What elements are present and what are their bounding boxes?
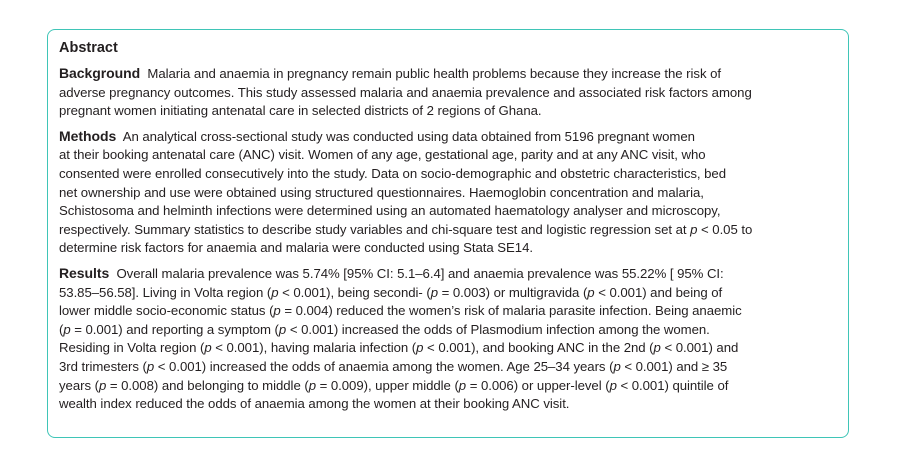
results-line-2a: 53.85–56.58]. Living in Volta region ( [59, 284, 272, 300]
results-line-2b: < 0.001), being secondi- ( [278, 284, 431, 300]
results-paragraph [59, 264, 837, 414]
methods-section [59, 127, 837, 258]
results-line-7a: years ( [59, 377, 99, 393]
methods-line-1: An analytical cross-sectional study was conducted using data obtained from 5196 pregnant women [122, 128, 695, 144]
results-line-4a: ( [59, 321, 64, 337]
results-line-6b: < 0.001) increased the odds of anaemia among the women. Age 25–34 years ( [154, 358, 614, 374]
results-line-2d: < 0.001) and being of [594, 284, 723, 300]
results-line-5b: < 0.001), having malaria infection ( [211, 340, 417, 356]
background-section [59, 64, 837, 121]
results-line-1: Overall malaria prevalence was 5.74% [95% CI: 5.1–6.4] and anaemia prevalence was 55.22% [ 95% CI: [116, 265, 724, 281]
p-symbol: p [278, 321, 287, 337]
methods-line-5: Schistosoma and helminth infections were determined using an automated haematology analyser and microscopy, [59, 203, 721, 219]
background-paragraph [59, 64, 837, 121]
p-symbol: p [146, 358, 155, 374]
abstract-box [47, 29, 849, 438]
results-line-5d: < 0.001) and [660, 340, 739, 356]
background-line-2: adverse pregnancy outcomes. This study assessed malaria and anaemia prevalence and associated risk factors among [59, 84, 752, 100]
p-symbol: p [690, 221, 698, 237]
results-line-7c: = 0.009), upper middle ( [315, 377, 459, 393]
abstract-heading: Abstract [59, 40, 118, 56]
p-symbol: p [613, 358, 621, 374]
methods-paragraph [59, 127, 837, 258]
results-line-7b: = 0.008) and belonging to middle ( [106, 377, 309, 393]
p-symbol: p [416, 340, 424, 356]
p-symbol: p [430, 284, 439, 300]
methods-line-6b: < 0.05 to [697, 221, 753, 237]
p-symbol: p [308, 377, 316, 393]
methods-label: Methods [59, 127, 117, 144]
results-line-4c: < 0.001) increased the odds of Plasmodium infection among the women. [286, 321, 710, 337]
results-line-2c: = 0.003) or multigravida ( [438, 284, 588, 300]
results-line-3b: = 0.004) reduced the women’s risk of malaria parasite infection. Being anaemic [280, 303, 742, 319]
p-symbol: p [98, 377, 107, 393]
methods-line-4: net ownership and use were obtained using structured questionnaires. Haemoglobin concentration and malaria, [59, 184, 704, 200]
p-symbol: p [204, 340, 212, 356]
results-line-4b: = 0.001) and reporting a symptom ( [70, 321, 279, 337]
methods-line-6a: respectively. Summary statistics to describe study variables and chi-square test and logistic regression set at [59, 221, 691, 237]
p-symbol: p [273, 303, 281, 319]
results-line-5c: < 0.001), and booking ANC in the 2nd ( [423, 340, 654, 356]
p-symbol: p [587, 284, 595, 300]
results-line-8: wealth index reduced the odds of anaemia among the women at their booking ANC visit. [59, 396, 570, 412]
background-label: Background [59, 65, 141, 81]
p-symbol: p [63, 321, 71, 337]
p-symbol: p [653, 340, 661, 356]
background-line-3: pregnant women initiating antenatal care in selected districts of 2 regions of Ghana. [59, 103, 542, 119]
p-symbol: p [271, 284, 279, 300]
results-section [59, 264, 837, 414]
results-line-6a: 3rd trimesters ( [59, 358, 147, 374]
methods-line-2: at their booking antenatal care (ANC) visit. Women of any age, gestational age, parity and at any ANC visit, who [59, 147, 706, 163]
background-line-1: Malaria and anaemia in pregnancy remain public health problems because they increase the risk of [147, 66, 721, 81]
results-line-5a: Residing in Volta region ( [59, 340, 205, 356]
p-symbol: p [609, 377, 617, 393]
methods-line-7: determine risk factors for anaemia and malaria were conducted using Stata SE14. [59, 240, 533, 256]
methods-line-3: consented were enrolled consecutively into the study. Data on socio-demographic and obstetric characteristics, bed [59, 165, 726, 181]
results-line-7e: < 0.001) quintile of [616, 377, 729, 393]
results-line-6c: < 0.001) and ≥ 35 [620, 358, 728, 374]
p-symbol: p [458, 377, 467, 393]
results-line-7d: = 0.006) or upper-level ( [466, 377, 610, 393]
results-label: Results [59, 264, 110, 281]
results-line-3a: lower middle socio-economic status ( [59, 303, 274, 319]
